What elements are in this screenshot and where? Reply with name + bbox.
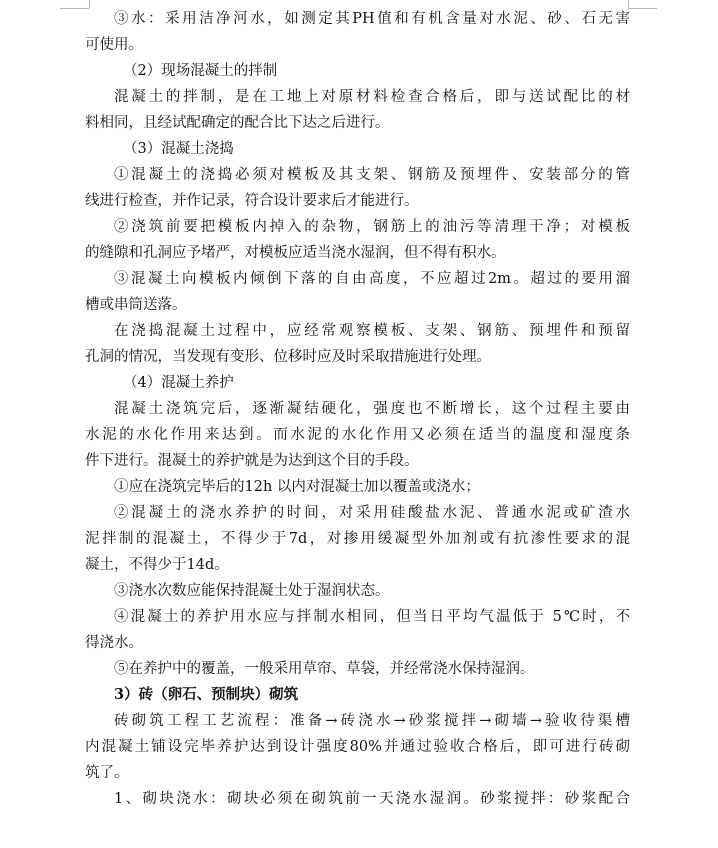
paragraph-line: 在浇捣混凝土过程中，应经常观察模板、支架、钢筋、预埋件和预留 bbox=[114, 323, 630, 339]
paragraph-line: 砖砌筑工程工艺流程：准备→砖浇水→砂浆搅拌→砌墙→验收待渠槽 bbox=[114, 713, 630, 729]
section-heading-pouring: （3）混凝土浇捣 bbox=[123, 141, 234, 157]
document-body bbox=[85, 6, 630, 812]
section-heading-mixing: （2）现场混凝土的拌制 bbox=[123, 63, 278, 79]
list-item-curing-1: ①应在浇筑完毕后的12h 以内对混凝土加以覆盖或浇水； bbox=[114, 479, 480, 495]
list-item-curing-5: ⑤在养护中的覆盖，一般采用草帘、草袋，并经常浇水保持湿润。 bbox=[114, 661, 535, 677]
paragraph-line: 凝土，不得少于14d。 bbox=[85, 557, 229, 573]
paragraph-line: 的缝隙和孔洞应予堵严，对模板应适当浇水湿润，但不得有积水。 bbox=[85, 245, 506, 261]
paragraph-line: 线进行检查，并作记录，符合设计要求后才能进行。 bbox=[85, 193, 419, 209]
paragraph-line: 可使用。 bbox=[85, 37, 143, 53]
section-heading-masonry: 3）砖（卵石、预制块）砌筑 bbox=[114, 686, 299, 703]
paragraph-line: 1、砌块浇水：砌块必须在砌筑前一天浇水湿润。砂浆搅拌：砂浆配合 bbox=[114, 791, 630, 807]
paragraph-line: 泥拌制的混凝土，不得少于7d，对掺用缓凝型外加剂或有抗渗性要求的混 bbox=[85, 531, 630, 547]
paragraph-line: 槽或串筒送落。 bbox=[85, 297, 187, 313]
list-item-pouring-3: ③混凝土向模板内倾倒下落的自由高度，不应超过2m。超过的要用溜 bbox=[114, 271, 630, 287]
paragraph-line: 得浇水。 bbox=[85, 635, 143, 651]
paragraph-line: 筑了。 bbox=[85, 765, 129, 781]
list-item-pouring-2: ②浇筑前要把模板内掉入的杂物，钢筋上的油污等清理干净；对模板 bbox=[114, 219, 630, 235]
list-item-curing-2: ②混凝土的浇水养护的时间，对采用硅酸盐水泥、普通水泥或矿渣水 bbox=[114, 505, 630, 521]
crop-mark bbox=[628, 8, 657, 9]
section-heading-curing: （4）混凝土养护 bbox=[123, 375, 234, 391]
paragraph-line: 料相同，且经试配确定的配合比下达之后进行。 bbox=[85, 115, 390, 131]
paragraph-line: 件下进行。混凝土的养护就是为达到这个目的手段。 bbox=[85, 453, 419, 469]
paragraph-line: 混凝土浇筑完后，逐渐凝结硬化，强度也不断增长，这个过程主要由 bbox=[114, 401, 630, 417]
paragraph-line: 水泥的水化作用来达到。而水泥的水化作用又必须在适当的温度和湿度条 bbox=[85, 427, 630, 443]
paragraph-line: 混凝土的拌制，是在工地上对原材料检查合格后，即与送试配比的材 bbox=[114, 89, 630, 105]
paragraph-line: 孔洞的情况，当发现有变形、位移时应及时采取措施进行处理。 bbox=[85, 349, 491, 365]
list-item-pouring-1: ①混凝土的浇捣必须对模板及其支架、钢筋及预埋件、安装部分的管 bbox=[114, 167, 630, 183]
list-item-curing-3: ③浇水次数应能保持混凝土处于湿润状态。 bbox=[114, 583, 390, 599]
list-item-curing-4: ④混凝土的养护用水应与拌制水相同，但当日平均气温低于 5℃时，不 bbox=[114, 609, 630, 625]
paragraph-line: 内混凝土铺设完毕养护达到设计强度80%并通过验收合格后，即可进行砖砌 bbox=[85, 739, 630, 755]
list-item-water: ③水：采用洁净河水，如测定其PH值和有机含量对水泥、砂、石无害 bbox=[114, 11, 630, 27]
